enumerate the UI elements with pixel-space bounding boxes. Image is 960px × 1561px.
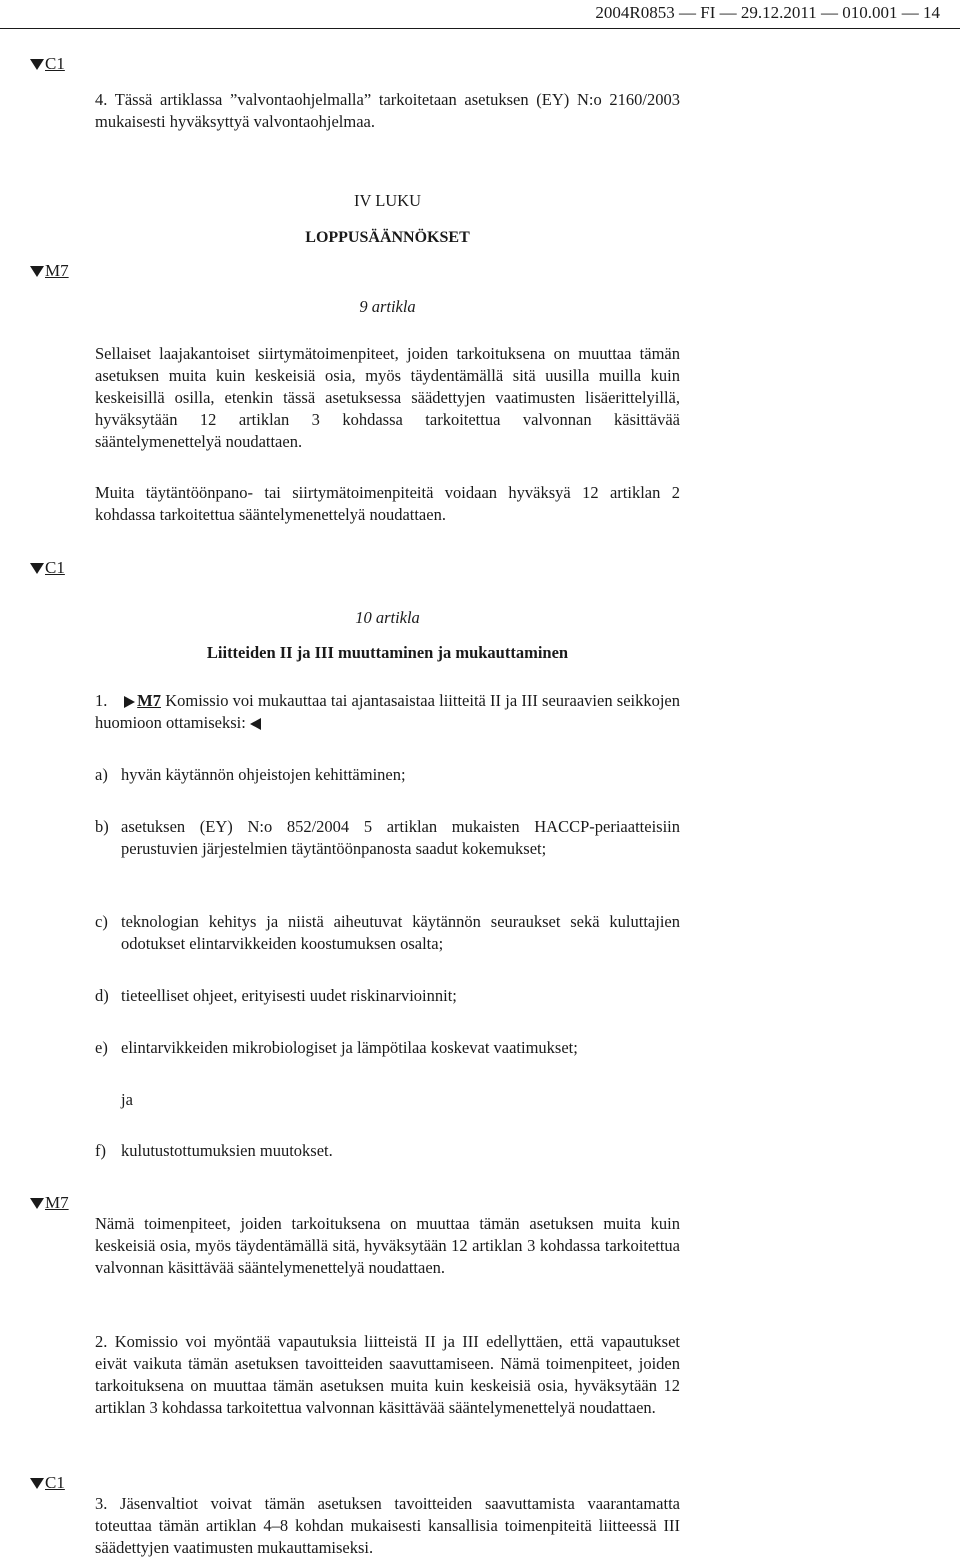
right-arrow-icon [124,696,135,708]
m7-paragraph: Nämä toimenpiteet, joiden tarkoituksena on muuttaa tämän asetuksen muita kuin keskeisiä osia, myös täydentämällä sitä, hyväksytään 12 artiklan 3 kohdassa tarkoitettua valvonnan käsittävää sääntelymenettelyä noudattaen. [95,1214,680,1277]
marker-label: M7 [45,261,69,280]
list-item [95,816,680,860]
item-text: hyvän käytännön ohjeistojen kehittäminen; [121,765,406,784]
item-text: ja [121,1090,133,1109]
paragraph-4: 4. Tässä artiklassa ”valvontaohjelmalla” tarkoitetaan asetuksen (EY) N:o 2160/2003 mukaisesti hyväksyttyä valvontaohjelmaa. [95,90,680,131]
article-9-heading: 9 artikla [359,297,416,316]
item-text: elintarvikkeiden mikrobiologiset ja lämpötilaa koskevat vaatimukset; [121,1038,578,1057]
item-label: a) [95,765,108,784]
article-10-paragraph-1 [95,690,680,734]
item-label: e) [95,1038,108,1057]
marker-label: C1 [45,1473,65,1492]
item-text: kulutustottumuksien muutokset. [121,1141,333,1160]
article-9-paragraph-1: Sellaiset laajakantoiset siirtymätoimenpiteet, joiden tarkoituksena on muuttaa tämän asetuksen muita kuin keskeisiä osia, myös täydentämällä sitä uusilla muilla kuin keskeisillä osilla, etenkin tässä asetuksessa säädettyjen vaatimusten lisäerittelyillä, hyväksytään 12 artiklan 3 kohdassa tarkoitettua valvonnan käsittävää sääntelymenettelyä noudattaen. [95,344,680,451]
paragraph-number: 1. [95,691,108,710]
marker-label: C1 [45,558,65,577]
amendment-marker-m7 [30,1192,69,1214]
item-label: d) [95,986,109,1005]
article-10-heading: 10 artikla [355,608,420,627]
document-header: 2004R0853 — FI — 29.12.2011 — 010.001 — 14 [595,3,940,22]
article-10-title: Liitteiden II ja III muuttaminen ja mukauttaminen [206,643,569,662]
down-triangle-icon [30,266,44,277]
amendment-reference-m7[interactable]: M7 [137,691,161,710]
article-10-paragraph-2: 2. Komissio voi myöntää vapautuksia liitteistä II ja III edellyttäen, että vapautukset eivät vaikuta tämän asetuksen tavoitteiden saavuttamiseen. Nämä toimenpiteet, joiden tarkoituksena on muuttaa tämän asetuksen muita kuin keskeisiä osia, hyväksytään 12 artiklan 3 kohdassa tarkoitettua valvonnan käsittävää sääntelymenettelyä noudattaen. [95,1332,680,1417]
list-connector [95,1089,680,1111]
marker-label: C1 [45,54,65,73]
amendment-marker-c1 [30,53,65,75]
down-triangle-icon [30,563,44,574]
chapter-title: LOPPUSÄÄNNÖKSET [305,229,470,246]
article-10-paragraph-3: 3. Jäsenvaltiot voivat tämän asetuksen tavoitteiden saavuttamista vaarantamatta toteuttaa tämän artiklan 4–8 kohdan mukaisesti kansallisia toimenpiteitä liitteessä III säädettyjen vaatimusten mukauttamiseksi. [95,1494,680,1557]
paragraph-text: Komissio voi mukauttaa tai ajantasaistaa liitteitä II ja III seuraavien seikkojen huomioon ottamiseksi: [95,691,681,732]
item-label: c) [95,912,108,931]
chapter-number: IV LUKU [353,191,422,210]
item-text: asetuksen (EY) N:o 852/2004 5 artiklan mukaisten HACCP-periaatteisiin perustuvien järjestelmien täytäntöönpanosta saadut kokemukset; [121,817,680,858]
list-item [95,764,680,786]
amendment-marker-c1 [30,1472,65,1494]
list-item [95,911,680,955]
item-text: tieteelliset ohjeet, erityisesti uudet riskinarvioinnit; [121,986,457,1005]
down-triangle-icon [30,59,44,70]
list-item [95,1140,680,1162]
down-triangle-icon [30,1198,44,1209]
item-label: f) [95,1141,106,1160]
list-item [95,1037,680,1059]
item-text: teknologian kehitys ja niistä aiheutuvat käytännön seuraukset sekä kuluttajien odotukset elintarvikkeiden koostumuksen osalta; [121,912,680,953]
marker-label: M7 [45,1193,69,1212]
item-label: b) [95,817,109,836]
header-rule [0,28,960,29]
left-arrow-icon [250,718,261,730]
down-triangle-icon [30,1478,44,1489]
article-9-paragraph-2: Muita täytäntöönpano- tai siirtymätoimenpiteitä voidaan hyväksyä 12 artiklan 2 kohdassa tarkoitettua sääntelymenettelyä noudattaen. [95,483,680,524]
list-item [95,985,680,1007]
amendment-marker-c1 [30,557,65,579]
amendment-marker-m7 [30,260,69,282]
